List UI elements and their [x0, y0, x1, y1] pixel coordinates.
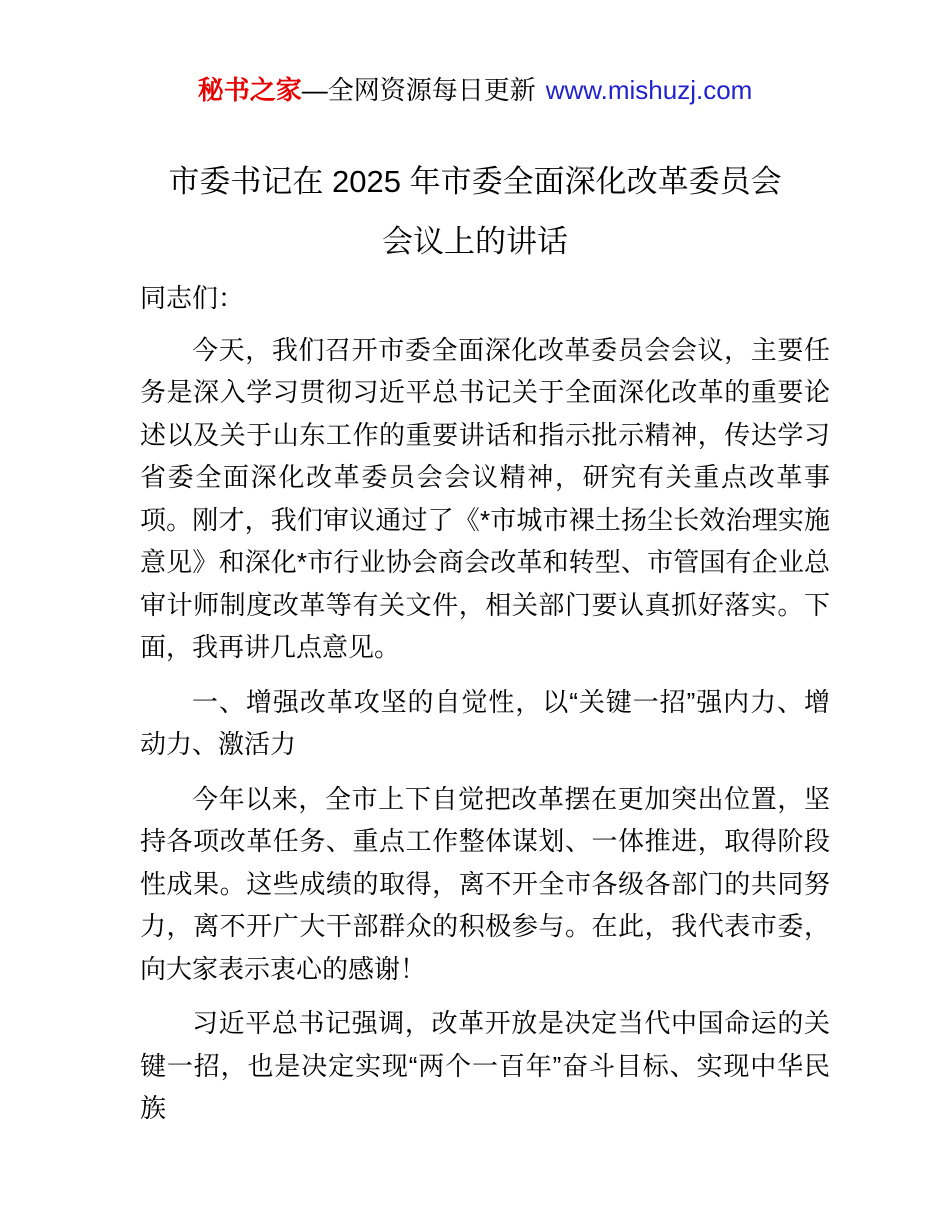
document-body	[140, 277, 830, 1130]
document-title-line1: 市委书记在 2025 年市委全面深化改革委员会	[168, 164, 782, 199]
site-brand: 秘书之家	[197, 75, 302, 105]
document-title	[0, 152, 950, 272]
section-heading: 一、增强改革攻坚的自觉性，以“关键一招”强内力、增动力、激活力	[140, 686, 830, 759]
site-tagline: 全网资源每日更新	[327, 75, 536, 105]
brand-separator-dash: —	[301, 75, 328, 105]
site-url: www.mishuzj.com	[545, 75, 753, 105]
document-title-line2: 会议上的讲话	[382, 224, 568, 259]
paragraph: 今天，我们召开市委全面深化改革委员会会议，主要任务是深入学习贯彻习近平总书记关于全面深化改革的重要论述以及关于山东工作的重要讲话和指示批示精神，传达学习省委全面深化改革委员会会议精神，研究有关重点改革事项。刚才，我们审议通过了《*市城市裸土扬尘长效治理实施意见》和深化*市行业协会商会改革和转型、市管国有企业总审计师制度改革等有关文件，相关部门要认真抓好落实。下面，我再讲几点意见。	[140, 334, 830, 662]
site-header	[0, 74, 950, 106]
paragraph: 今年以来，全市上下自觉把改革摆在更加突出位置，坚持各项改革任务、重点工作整体谋划、一体推进，取得阶段性成果。这些成绩的取得，离不开全市各级各部门的共同努力，离不开广大干部群众的积极参与。在此，我代表市委，向大家表示衷心的感谢！	[140, 783, 830, 984]
salutation: 同志们：	[140, 283, 245, 313]
paragraph: 习近平总书记强调，改革开放是决定当代中国命运的关键一招，也是决定实现“两个一百年”奋斗目标、实现中华民族	[140, 1008, 830, 1123]
